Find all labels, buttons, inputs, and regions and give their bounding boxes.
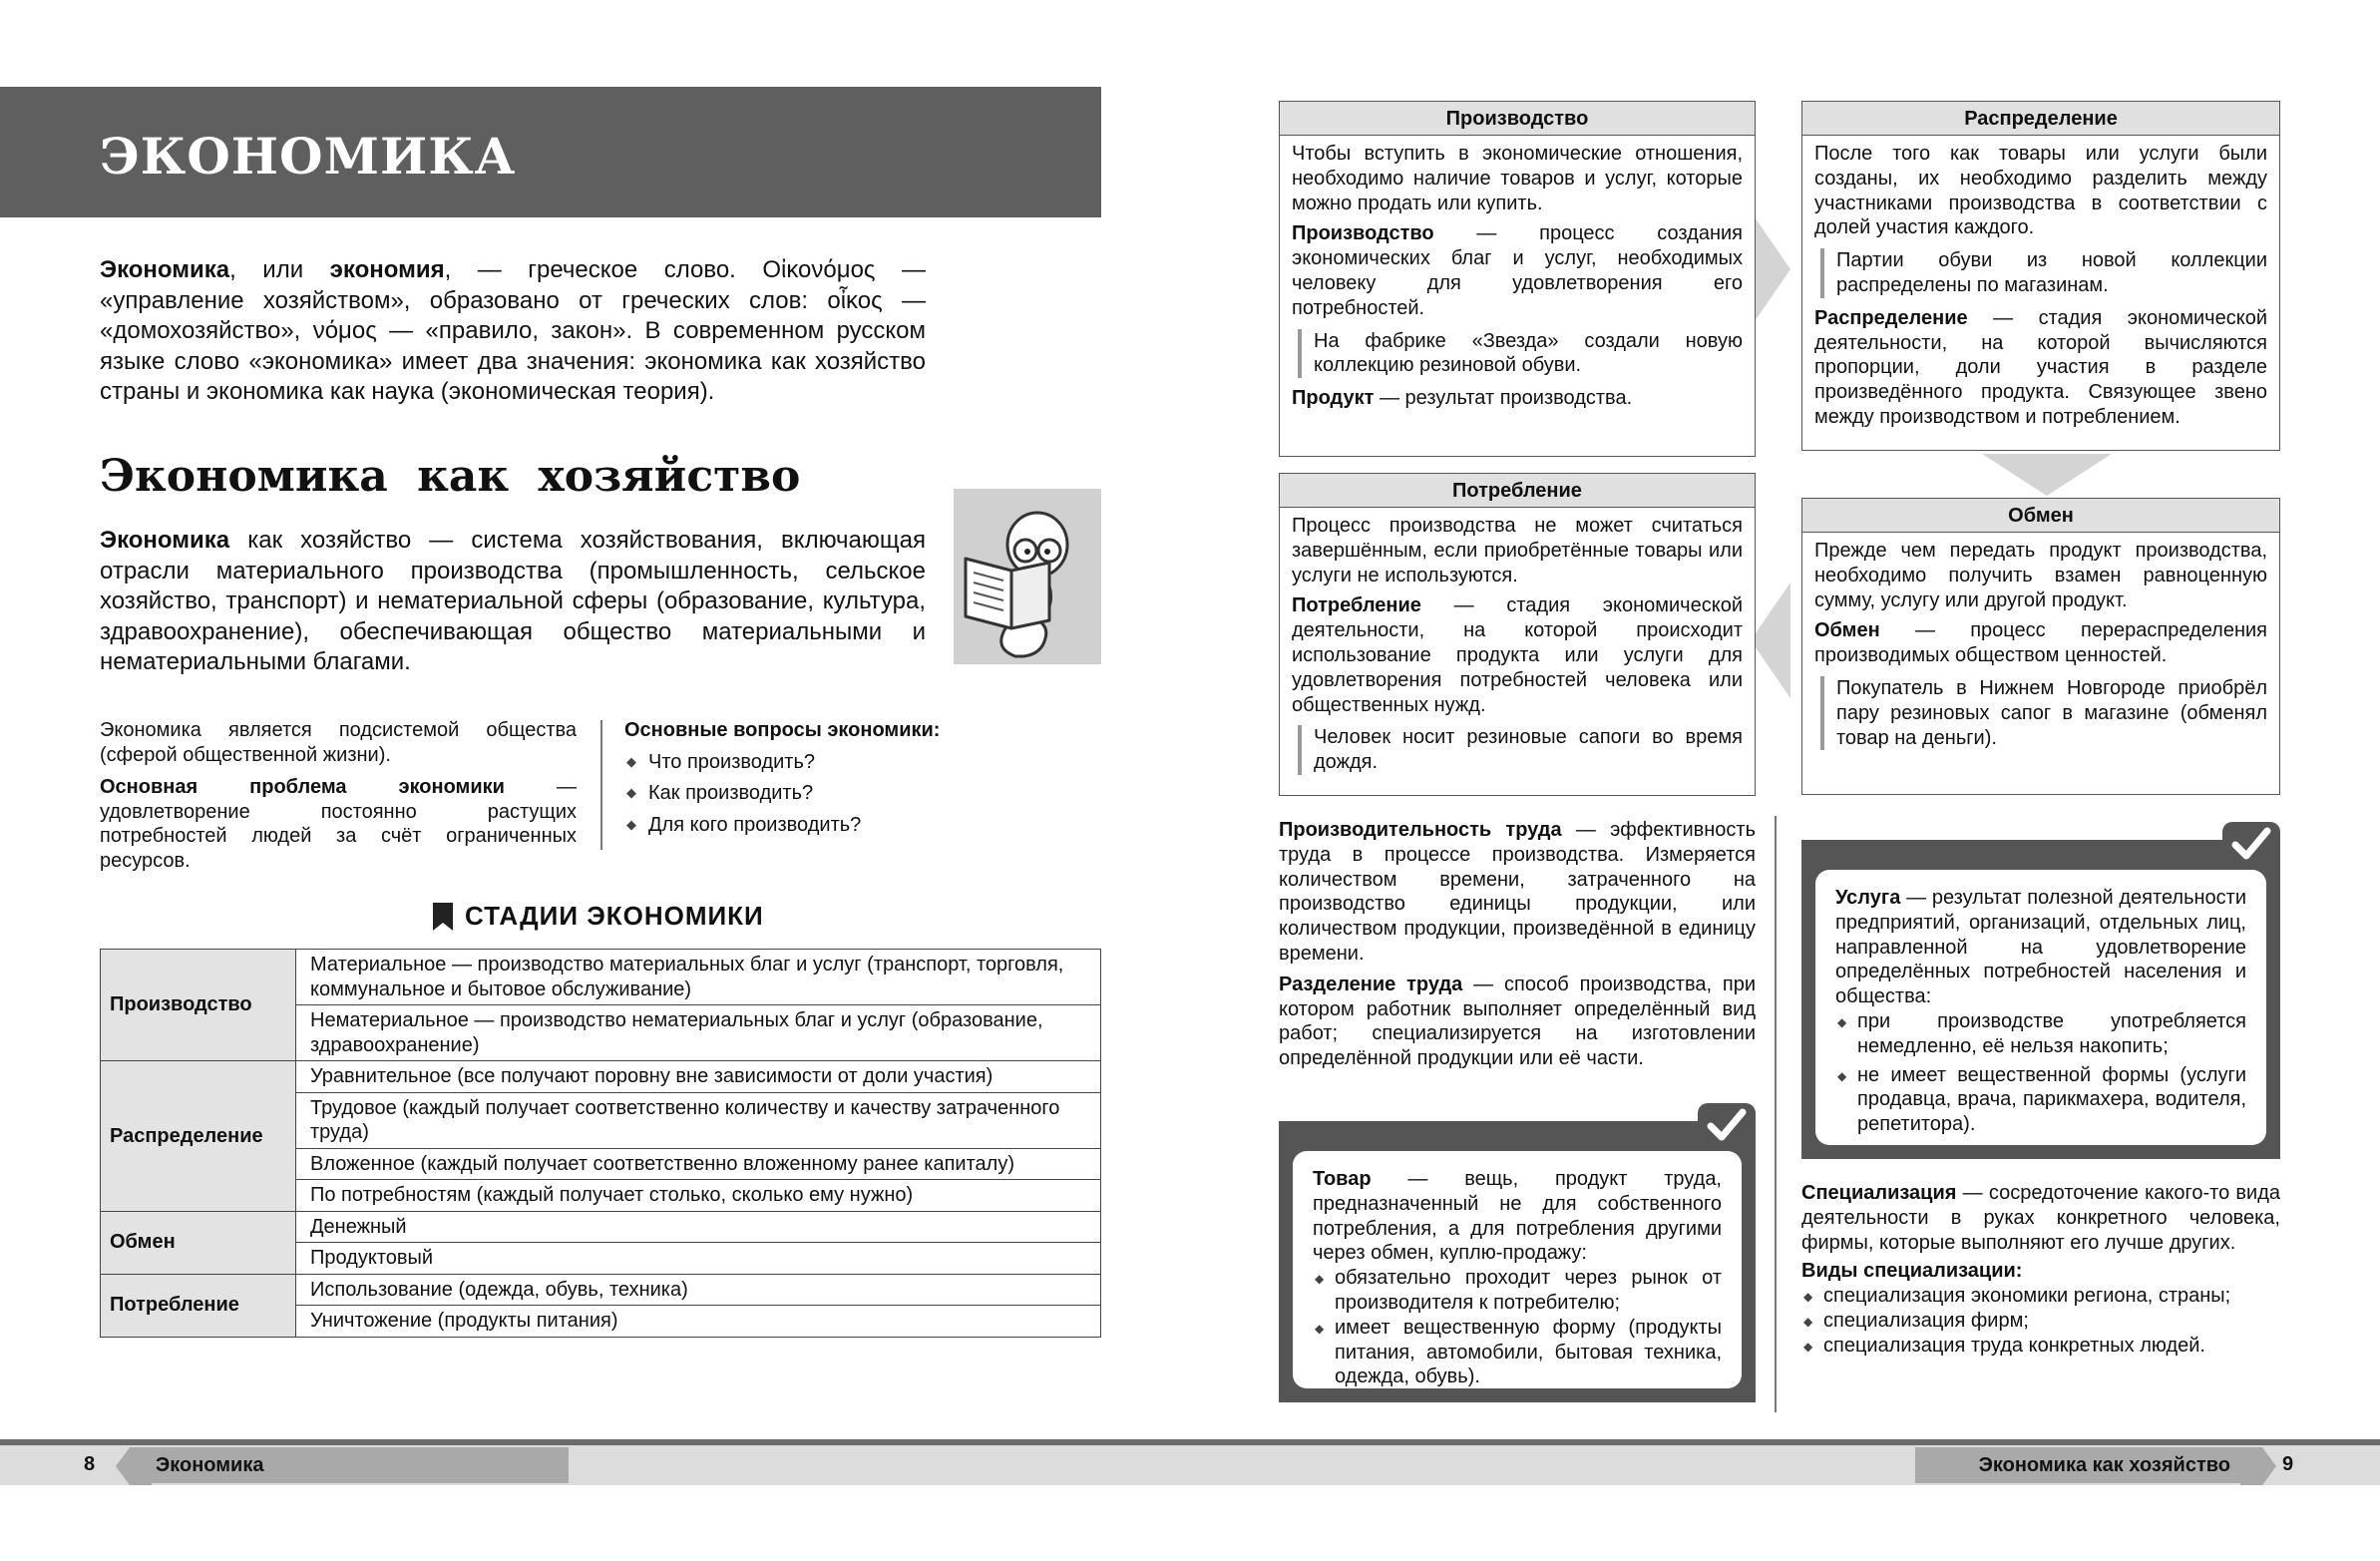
exchange-example: Покупатель в Нижнем Новгороде приобрёл пару резиновых сапог в магазине (обменял товар на деньги). xyxy=(1820,676,2267,750)
distribution-box xyxy=(1801,101,2280,451)
main-questions xyxy=(624,718,1003,837)
question-item: ◆ Для кого производить? xyxy=(624,813,1003,838)
goods-definition: Товар — вещь, продукт труда, предназначенный не для собственного потребления, а для потребления другими через обмен, куплю-продажу: xyxy=(1313,1168,1722,1265)
product-definition: Продукт — результат производства. xyxy=(1292,387,1633,410)
specialization-block xyxy=(1801,1181,2280,1359)
stage-cell: Продуктовый xyxy=(296,1243,1101,1275)
specialization-types-title: Виды специализации: xyxy=(1801,1260,2023,1283)
stages-heading xyxy=(431,901,764,932)
checkmark-icon xyxy=(2222,822,2280,866)
goods-card xyxy=(1279,1121,1756,1402)
stage-cell: Вложенное (каждый получает соответственно вложенному ранее капиталу) xyxy=(296,1148,1101,1180)
exchange-intro: Прежде чем передать продукт производства, необходимо получить взамен равноценную сумму, услугу или другой продукт. xyxy=(1814,540,2267,611)
service-bullet: ◆ не имеет вещественной формы (услуги продавца, врача, парикмахера, водителя, репетитора). xyxy=(1835,1063,2246,1137)
labor-productivity: Производительность труда — эффективность труда в процессе производства. Измеряется количеством времени, затраченного на производство единицы продукции, или количеством продукции, произведённой в единицу времени. xyxy=(1279,819,1756,965)
consumption-example: Человек носит резиновые сапоги во время дождя. xyxy=(1298,725,1743,775)
exchange-box xyxy=(1801,498,2280,795)
consumption-definition: Потребление — стадия экономической деятельности, на которой происходит использование продукта или услуги для удовлетворения потребностей человека или общественных нужд. xyxy=(1292,594,1743,716)
production-definition: Производство — процесс создания экономических благ и услуг, необходимых человеку для удовлетворения его потребностей. xyxy=(1292,222,1743,319)
stage-category: Обмен xyxy=(101,1211,296,1274)
chevron-left-icon xyxy=(116,1447,152,1485)
consumption-intro: Процесс производства не может считаться завершённым, если приобретённые товары или услуги не используются. xyxy=(1292,515,1743,586)
stage-category: Потребление xyxy=(101,1274,296,1337)
production-box xyxy=(1279,101,1756,457)
goods-bullet: ◆ обязательно проходит через рынок от производителя к потребителю; xyxy=(1313,1266,1722,1316)
table-row xyxy=(101,1274,1101,1306)
arrow-left-icon xyxy=(1751,583,1790,698)
question-item: ◆ Что производить? xyxy=(624,750,1003,775)
distribution-intro: После того как товары или услуги были созданы, их необходимо разделить между участниками производства в соответствии с долей участия каждого. xyxy=(1814,143,2267,239)
stage-cell: Нематериальное — производство нематериальных благ и услуг (образование, здравоохранение) xyxy=(296,1005,1101,1061)
column-divider xyxy=(1775,816,1777,1412)
chapter-title: ЭКОНОМИКА xyxy=(100,127,517,186)
intro-term-economy: Экономика xyxy=(100,256,230,283)
service-bullet: ◆ при производстве употребляется немедленно, её нельзя накопить; xyxy=(1835,1009,2246,1059)
page-number-right: 9 xyxy=(2282,1453,2294,1475)
arrow-right-icon xyxy=(1751,211,1790,327)
chapter-title-bar xyxy=(0,87,1101,217)
table-row xyxy=(101,1211,1101,1243)
stages-table xyxy=(100,949,1101,1338)
stage-cell: Использование (одежда, обувь, техника) xyxy=(296,1274,1101,1306)
service-card-content xyxy=(1815,870,2266,1145)
service-card xyxy=(1801,840,2280,1159)
checkmark-icon xyxy=(1698,1103,1756,1147)
specialization-type: ◆ специализация труда конкретных людей. xyxy=(1801,1334,2280,1359)
footer-label-left: Экономика xyxy=(150,1447,569,1483)
subsystem-text: Экономика является подсистемой общества (сферой общественной жизни). xyxy=(100,719,577,766)
stage-category: Производство xyxy=(101,950,296,1061)
labor-definitions xyxy=(1279,818,1756,1071)
stage-cell: Материальное — производство материальных благ и услуг (транспорт, торговля, коммунальное и бытовое обслуживание) xyxy=(296,950,1101,1005)
stage-category: Распределение xyxy=(101,1061,296,1212)
exchange-definition: Обмен — процесс перераспределения производимых обществом ценностей. xyxy=(1814,619,2267,667)
worm-reading-illustration xyxy=(954,489,1101,664)
intro-paragraph: Экономика, или экономия, — греческое слово. Οἰκονόμος — «управление хозяйством», образовано от греческих слов: οἶκος — «домохозяйство», νόμος — «правило, закон». В современном русском языке слово «экономика» имеет два значения: экономика как хозяйство страны и экономика как наука (экономическая теория). xyxy=(100,256,926,405)
exchange-title: Обмен xyxy=(1802,499,2279,533)
specialization-type: ◆ специализация экономики региона, страны; xyxy=(1801,1284,2280,1309)
division-of-labor: Разделение труда — способ производства, при котором работник выполняет определённый вид работ; специализируется на изготовлении определённой продукции или её части. xyxy=(1279,973,1756,1070)
service-definition: Услуга — результат полезной деятельности предприятий, организаций, отдельных лиц, направленной на удовлетворение определённых потребностей населения и общества: xyxy=(1835,887,2246,1008)
production-example: На фабрике «Звезда» создали новую коллекцию резиновой обуви. xyxy=(1298,329,1743,379)
consumption-box xyxy=(1279,473,1756,796)
specialization-type: ◆ специализация фирм; xyxy=(1801,1309,2280,1334)
stages-title: СТАДИИ ЭКОНОМИКИ xyxy=(465,901,764,931)
distribution-definition: Распределение — стадия экономической деятельности, на которой вычисляются пропорции, доли участия в разделе произведённого продукта. Связующее звено между производством и потреблением. xyxy=(1814,306,2267,428)
goods-bullet: ◆ имеет вещественную форму (продукты питания, автомобили, бытовая техника, одежда, обувь). xyxy=(1313,1316,1722,1389)
stage-cell: Уравнительное (все получают поровну вне зависимости от доли участия) xyxy=(296,1061,1101,1093)
intro-term-economia: экономия xyxy=(329,256,445,283)
chevron-right-icon xyxy=(2240,1447,2276,1485)
main-questions-title: Основные вопросы экономики: xyxy=(624,719,941,741)
stage-cell: По потребностям (каждый получает столько, сколько ему нужно) xyxy=(296,1180,1101,1212)
stage-cell: Уничтожение (продукты питания) xyxy=(296,1306,1101,1338)
specialization-definition: Специализация — сосредоточение какого-то вида деятельности в руках конкретного человека, фирмы, которые выполняют его лучше других. xyxy=(1801,1182,2280,1254)
distribution-example: Партии обуви из новой коллекции распределены по магазинам. xyxy=(1820,248,2267,298)
stage-cell: Трудовое (каждый получает соответственно количеству и качеству затраченного труда) xyxy=(296,1092,1101,1148)
arrow-down-icon xyxy=(1982,454,2112,496)
question-item: ◆ Как производить? xyxy=(624,781,1003,806)
stage-cell: Денежный xyxy=(296,1211,1101,1243)
production-title: Производство xyxy=(1280,102,1755,136)
footer-label-right: Экономика как хозяйство xyxy=(1915,1447,2240,1483)
page-number-left: 8 xyxy=(84,1453,96,1475)
production-intro: Чтобы вступить в экономические отношения, необходимо наличие товаров и услуг, которые можно продать или купить. xyxy=(1292,143,1743,214)
distribution-title: Распределение xyxy=(1802,102,2279,136)
consumption-title: Потребление xyxy=(1280,474,1755,508)
section-heading: Экономика как хозяйство xyxy=(100,451,801,502)
goods-card-content xyxy=(1293,1151,1742,1388)
column-divider xyxy=(600,720,602,850)
economy-definition: Экономика как хозяйство — система хозяйствования, включающая отрасли материального производства (промышленность, сельское хозяйство, транспорт) и нематериальной сферы (образование, культура, здравоохранение), обеспечивающая общество материальными и нематериальными благами. xyxy=(100,527,926,675)
bookmark-icon xyxy=(431,903,455,931)
main-problem: Основная проблема экономики — удовлетворение постоянно растущих потребностей людей за счёт ограниченных ресурсов. xyxy=(100,776,577,872)
subsystem-column xyxy=(100,718,577,873)
table-row xyxy=(101,950,1101,1005)
table-row xyxy=(101,1061,1101,1093)
